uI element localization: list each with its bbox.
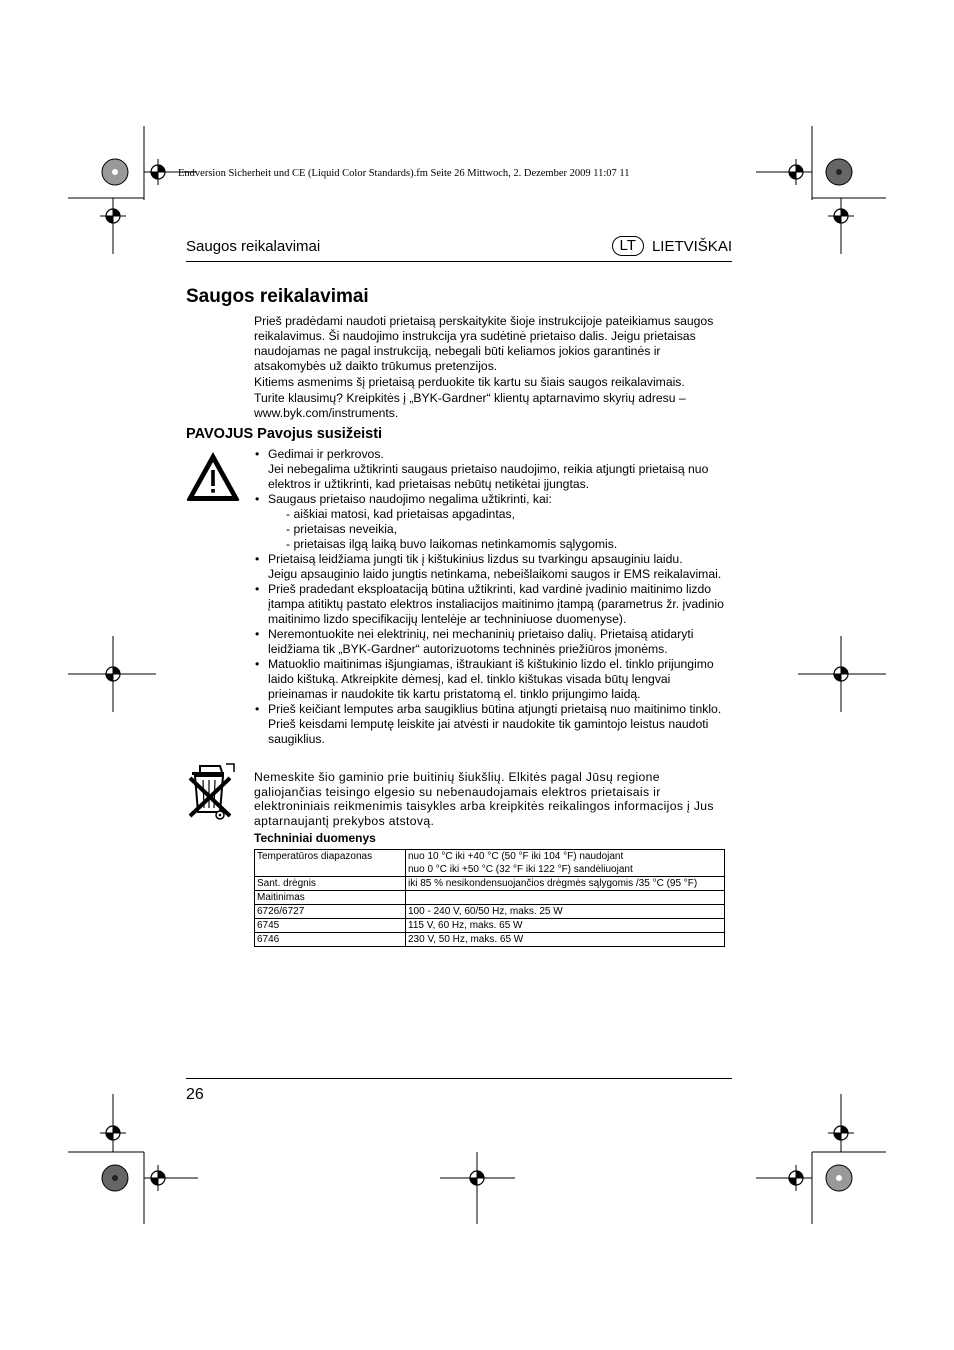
table-row: Temperatūros diapazonas nuo 10 °C iki +40 °C (50 °F iki 104 °F) naudojant nuo 0 °C iki +50 °C (32 °F iki 122 °F) sandėliuojant (255, 850, 725, 877)
table-row: Maitinimas (255, 891, 725, 905)
disposal-notice: Nemeskite šio gaminio prie buitinių šiukšlių. Elkitės pagal Jūsų regione galiojančias teisingo elgesio su nebenaudojamais elektros prietaisais ir elektroniniais reikmenimis taisykles arba kreipkitės reikalingos informacijos į Jus aptarnaujantį prekybos atstovą. (254, 770, 714, 828)
table-row: Sant. drėgnis iki 85 % nesikondensuojančios drėgmės sąlygomis /35 °C (95 °F) (255, 877, 725, 891)
intro-text (254, 314, 730, 422)
page-number: 26 (186, 1086, 204, 1103)
language-name: LIETVIŠKAI (651, 237, 732, 255)
list-item: • Prietaisą leidžiama jungti tik į kištukinius lizdus su tvarkingu apsauginiu laidu. Jeigu apsauginio laido jungtis netinkama, nebeišlaikomi saugos ir EMS reikalavimai. (254, 552, 730, 582)
list-item: • Neremontuokite nei elektrinių, nei mechaninių prietaiso dalių. Prietaisą atidaryti leidžiama tik „BYK-Gardner“ autorizuotoms techninės priežiūros įmonėms. (254, 627, 730, 657)
intro-paragraph-2: Kitiems asmenims šį prietaisą perduokite tik kartu su šiais saugos reikalavimais. (254, 375, 685, 389)
footer-rule (186, 1078, 732, 1079)
tech-data-title: Techniniai duomenys (254, 831, 376, 845)
table-row: 6745 115 V, 60 Hz, maks. 65 W (255, 919, 725, 933)
running-header-language (612, 236, 732, 256)
page-title: Saugos reikalavimai (186, 286, 369, 307)
running-header-section: Saugos reikalavimai (186, 238, 321, 255)
language-code-badge: LT (612, 236, 644, 256)
crossed-out-bin-icon (186, 760, 236, 822)
list-item: • Saugaus prietaiso naudojimo negalima užtikrinti, kai: - aiškiai matosi, kad prietaisas apgadintas, - prietaisas neveikia, - prietaisas ilgą laiką buvo laikomas netinkamomis sąlygomis. (254, 492, 730, 552)
list-item: • Prieš pradedant eksploataciją būtina užtikrinti, kad vardinė įvadinio maitinimo lizdo įtampa atitiktų pastato elektros instaliacijos maitinimo įtampą (parametrus žr. įvadinio maitinimo lizdo specifikacijų lentelėje ar techniniuose duomenyse). (254, 582, 730, 627)
list-item: • Gedimai ir perkrovos. Jei nebegalima užtikrinti saugaus prietaiso naudojimo, reikia atjungti prietaisą nuo elektros ir užtikrinti, kad prietaisas nebūtų netikėtai įjungtas. (254, 447, 730, 492)
danger-list (254, 447, 730, 747)
tech-data-table (254, 849, 725, 947)
list-item: • Matuoklio maitinimas išjungiamas, ištraukiant iš kištukinio lizdo el. tinklo prijungimo laido kištuką. Atkreipkite dėmesį, kad el. tinklo kištukas visada būtų lengvai prieinamas ir naudokite tik kartu pristatomą el. tinklo prijungimo laidą. (254, 657, 730, 702)
header-rule (186, 261, 732, 262)
intro-paragraph-3: Turite klausimų? Kreipkitės į „BYK-Gardner“ klientų aptarnavimo skyrių adresu – www.byk.com/instruments. (254, 391, 686, 420)
table-row: 6726/6727 100 - 240 V, 60/50 Hz, maks. 25 W (255, 905, 725, 919)
list-item: • Prieš keičiant lemputes arba saugiklius būtina atjungti prietaisą nuo maitinimo tinklo. Prieš keisdami lemputę leiskite jai atvėsti ir naudokite tik gamintojo leistus naudoti saugiklius. (254, 702, 730, 747)
danger-heading: PAVOJUS Pavojus susižeisti (186, 426, 383, 442)
frame-header: Endversion Sicherheit und CE (Liquid Color Standards).fm Seite 26 Mittwoch, 2. Dezember 2009 11:07 11 (178, 168, 630, 179)
table-row: 6746 230 V, 50 Hz, maks. 65 W (255, 933, 725, 947)
warning-triangle-icon (185, 450, 241, 502)
intro-paragraph-1: Prieš pradėdami naudoti prietaisą perskaitykite šioje instrukcijoje pateikiamus saugos reikalavimus. Ši naudojimo instrukcija yra sudėtinė prietaiso dalis. Jeigu prietaisas naudojamas ne pagal instrukciją, nebegali būti keliamos jokios garantinės ir atsakomybės už daikto trūkumus pretenzijos. (254, 314, 714, 373)
